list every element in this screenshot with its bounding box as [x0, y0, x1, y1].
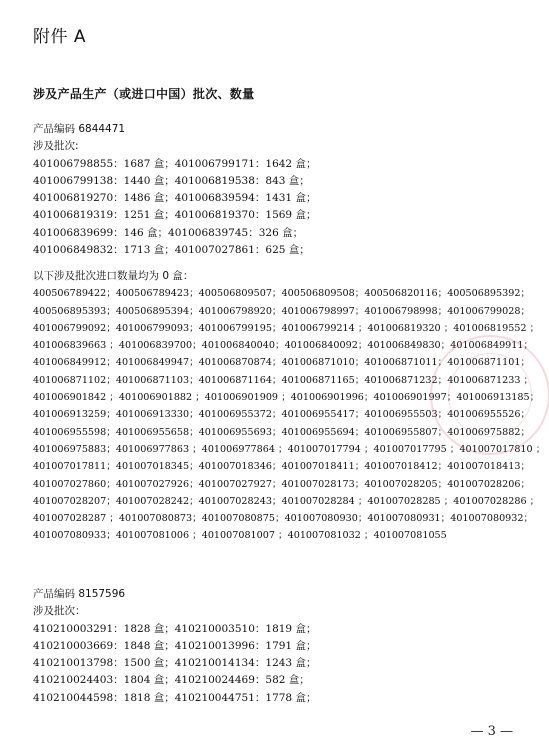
product-2-batch-line: 410210003291：1828 盒；410210003510：1819 盒；: [33, 622, 317, 635]
zero-import-heading: 以下涉及批次进口数量均为 0 盒：: [33, 270, 194, 282]
zero-import-line: 401006955598；401006955658；401006955693；401006955694；401006955807；401006975882；: [33, 426, 531, 438]
zero-import-line: 401007017811；401007018345；401007018346；401007018411；401007018412；401007018413；: [33, 461, 531, 473]
product-1-batch-line: 401006819270：1486 盒；401006839594：1431 盒；: [33, 192, 317, 205]
annex-title: 附件 A: [33, 27, 87, 47]
product-1-batch-line: 401006839699：146 盒；401006839745：326 盒；: [33, 226, 304, 239]
zero-import-line: 401006799092；401006799093；401006799195；401006799214 ；401006819320 ；401006819552 ；: [33, 322, 540, 334]
product-1-batch-line: 401006799138：1440 盒；401006819538：843 盒；: [33, 174, 310, 187]
product-2-batch-line: 410210003669：1848 盒；410210013996：1791 盒；: [33, 639, 317, 652]
zero-import-line: 400506789422；400506789423；400506809507；400506809508；400506820116；400506895392；: [33, 288, 531, 300]
section-title: 涉及产品生产（或进口中国）批次、数量: [33, 87, 255, 101]
product-1-section: [33, 121, 316, 259]
product-2-batch-line: 410210024403：1804 盒；410210024469：582 盒；: [33, 674, 310, 687]
page-number: — 3 —: [470, 724, 513, 739]
seal-stamp: [430, 335, 549, 455]
zero-import-line: 400506895393；400506895394；401006798920；401006798997；401006798998；401006799028；: [33, 305, 531, 317]
zero-import-line: 401006839663 ；401006839700；401006840040；401006840092；401006849830；401006849911；: [33, 340, 534, 352]
zero-import-line: 401007027860；401007027926；401007027927；401007028173；401007028205；401007028206；: [33, 478, 531, 490]
zero-import-line: 401007080933；401007081006 ；401007081007 ；401007081032 ；401007081055: [33, 530, 447, 542]
zero-import-line: 401006913259；401006913330；401006955372；401006955417；401006955503；401006955526；: [33, 409, 531, 421]
product-2-batch-line: 410210013798：1500 盒；410210014134：1243 盒；: [33, 657, 317, 670]
zero-import-line: 401007028287 ；401007080873；401007080875；401007080930；401007080931；401007080932；: [33, 513, 534, 525]
zero-import-line: 401006901842 ；401006901882 ；401006901909 ；401006901996；401006901997；401006913185；: [33, 392, 540, 404]
seal-stamp-inner-ring: [448, 353, 532, 437]
product-1-batch-line: 401006798855：1687 盒；401006799171：1642 盒；: [33, 157, 317, 170]
product-2-batch-line: 410210044598：1818 盒；410210044751：1778 盒；: [33, 691, 317, 704]
zero-import-line: 401006871102；401006871103；401006871164；401006871165；401006871232；401006871233 ；: [33, 374, 534, 386]
product-2-code: 产品编码 8157596: [33, 588, 126, 600]
product-2-section: [33, 586, 316, 707]
zero-import-line: 401007028207；401007028242；401007028243；401007028284 ；401007028285 ；401007028286 ；: [33, 495, 540, 507]
product-1-code: 产品编码 6844471: [33, 123, 126, 135]
zero-import-line: 401006975883；401006977863 ；401006977864 ；401007017794 ；401007017795 ；401007017810 ；: [33, 443, 546, 455]
product-1-batch-line: 401006849832：1713 盒；401007027861：625 盒；: [33, 244, 310, 257]
product-1-batches-heading: 涉及批次:: [33, 140, 79, 153]
product-2-batches-heading: 涉及批次：: [33, 605, 86, 618]
zero-import-line: 401006849912；401006849947；401006870874；401006871010；401006871011；401006871101；: [33, 357, 531, 369]
product-1-batch-line: 401006819319：1251 盒；401006819370：1569 盒；: [33, 209, 317, 222]
